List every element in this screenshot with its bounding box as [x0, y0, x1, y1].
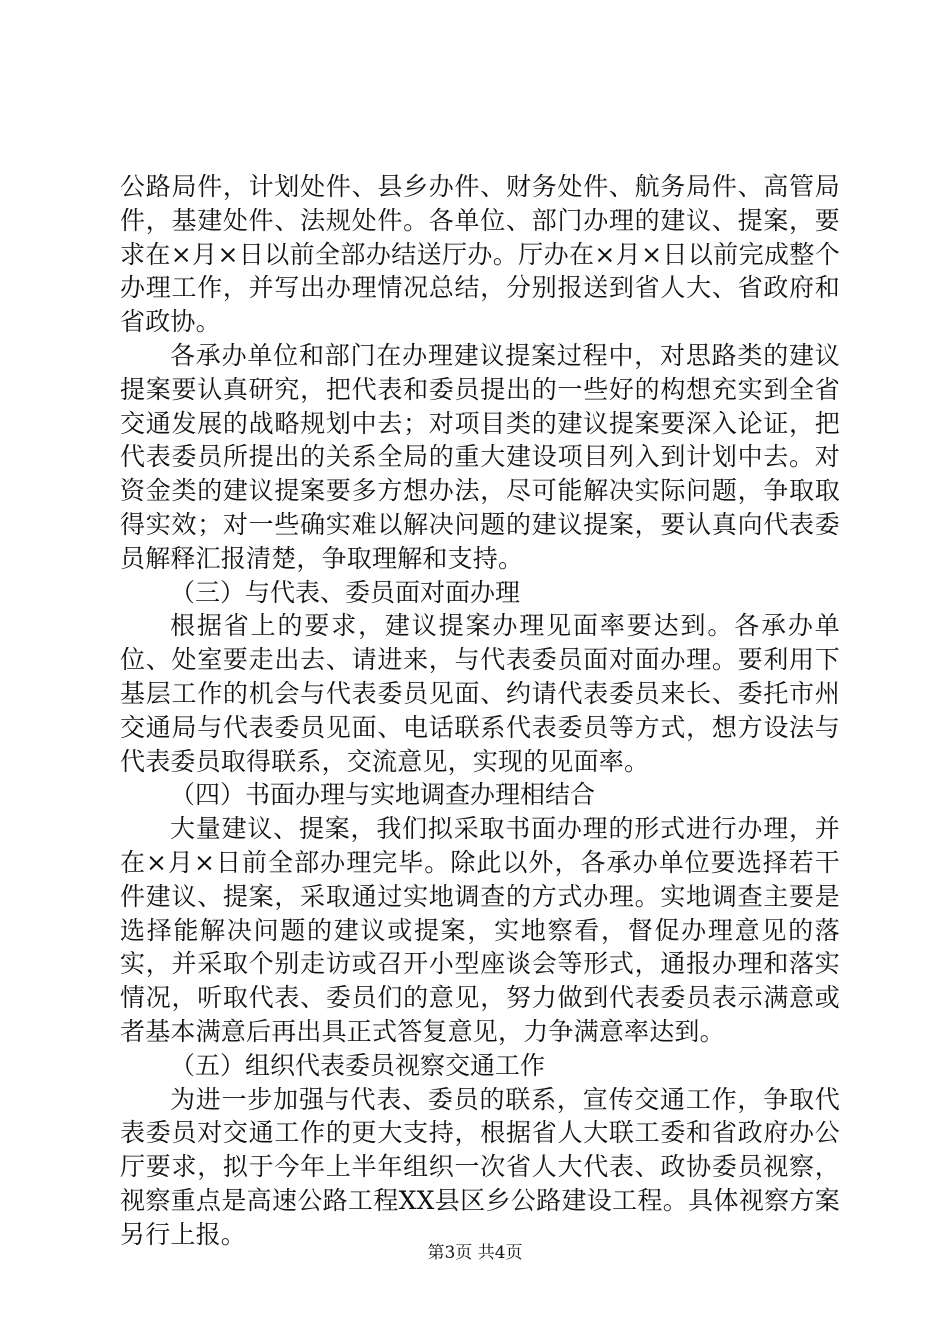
paragraph-routing: 公路局件，计划处件、县乡办件、财务处件、航务局件、高管局件，基建处件、法规处件。各单位、部门办理的建议、提案，要求在×月×日以前全部办结送厅办。厅办在×月×日以前完成整个办理工作，并写出办理情况总结，分别报送到省人大、省政府和省政协。 — [120, 172, 840, 337]
paragraph-face-to-face: 根据省上的要求，建议提案办理见面率要达到。各承办单位、处室要走出去、请进来，与代表委员面对面办理。要利用下基层工作的机会与代表委员见面、约请代表委员来长、委托市州交通局与代表委员见面、电话联系代表委员等方式，想方设法与代表委员取得联系，交流意见，实现的见面率。 — [120, 611, 840, 776]
paragraph-handling-requirements: 各承办单位和部门在办理建议提案过程中，对思路类的建议提案要认真研究，把代表和委员提出的一些好的构想充实到全省交通发展的战略规划中去；对项目类的建议提案要深入论证，把代表委员所提出的关系全局的重大建设项目列入到计划中去。对资金类的建议提案要多方想办法，尽可能解决实际问题，争取取得实效；对一些确实难以解决问题的建议提案，要认真向代表委员解释汇报清楚，争取理解和支持。 — [120, 340, 840, 573]
section-heading-5: （五）组织代表委员视察交通工作 — [170, 1050, 546, 1080]
section-heading-3: （三）与代表、委员面对面办理 — [170, 577, 521, 607]
page-footer: 第3页 共4页 — [427, 1243, 523, 1263]
document-body — [120, 170, 840, 1252]
paragraph-written-and-field: 大量建议、提案，我们拟采取书面办理的形式进行办理，并在×月×日前全部办理完毕。除此以外，各承办单位要选择若干件建议、提案，采取通过实地调查的方式办理。实地调查主要是选择能解决问题的建议或提案，实地察看，督促办理意见的落实，并采取个别走访或召开小型座谈会等形式，通报办理和落实情况，听取代表、委员们的意见，努力做到代表委员表示满意或者基本满意后再出具正式答复意见，力争满意率达到。 — [120, 814, 840, 1046]
section-heading-4: （四）书面办理与实地调查办理相结合 — [170, 780, 596, 810]
paragraph-inspection: 为进一步加强与代表、委员的联系，宣传交通工作，争取代表委员对交通工作的更大支持，根据省人大联工委和省政府办公厅要求，拟于今年上半年组织一次省人大代表、政协委员视察，视察重点是高速公路工程XX县区乡公路建设工程。具体视察方案另行上报。 — [120, 1084, 840, 1249]
